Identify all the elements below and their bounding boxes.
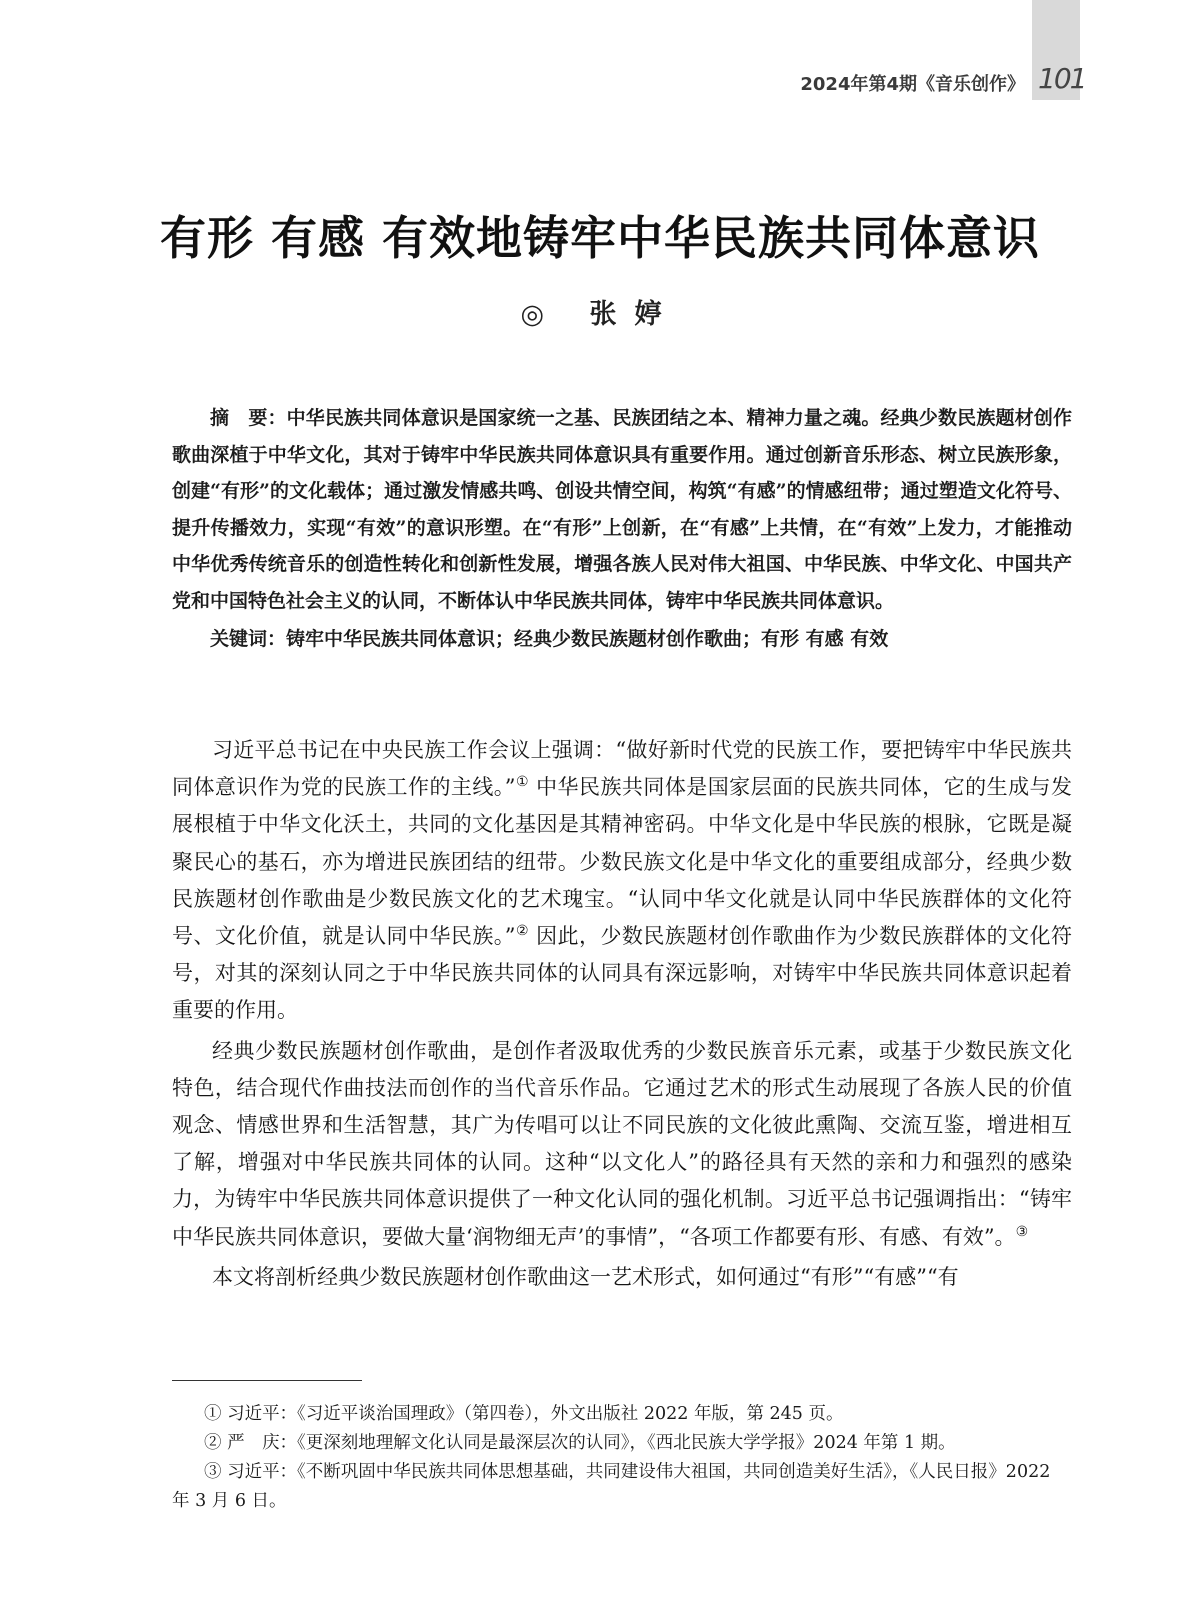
body-paragraph-3 — [172, 1259, 1072, 1296]
keywords-text: 铸牢中华民族共同体意识；经典少数民族题材创作歌曲；有形 有感 有效 — [286, 628, 889, 650]
footnote-ref-2: ② — [515, 923, 529, 940]
body-text: 本文将剖析经典少数民族题材创作歌曲这一艺术形式，如何通过“有形”“有感”“有 — [212, 1264, 959, 1289]
footnote-ref-3: ③ — [1015, 1223, 1029, 1240]
keywords-line — [172, 621, 1072, 658]
abstract-paragraph — [172, 400, 1072, 619]
abstract-block — [172, 400, 1072, 658]
body-text: 中华民族共同体是国家层面的民族共同体，它的生成与发展根植于中华文化沃土，共同的文化基因是其精神密码。中华文化是中华民族的根脉，它既是凝聚民心的基石，亦为增进民族团结的纽带。少数民族文化是中华文化的重要组成部分，经典少数民族题材创作歌曲是少数民族文化的艺术瑰宝。“认同中华文化就是认同中华民族群体的文化符号、文化价值，就是认同中华民族。” — [172, 775, 1072, 949]
article-title: 有形 有感 有效地铸牢中华民族共同体意识 — [159, 211, 1041, 265]
body-paragraph-2 — [172, 1033, 1072, 1256]
footnote-3: ③ 习近平：《不断巩固中华民族共同体思想基础，共同建设伟大祖国，共同创造美好生活》，《人民日报》2022 年 3 月 6 日。 — [172, 1462, 1051, 1511]
page-number: 101 — [1038, 62, 1086, 95]
abstract-text: 中华民族共同体意识是国家统一之基、民族团结之本、精神力量之魂。经典少数民族题材创作歌曲深植于中华文化，其对于铸牢中华民族共同体意识具有重要作用。通过创新音乐形态、树立民族形象，创建“有形”的文化载体；通过激发情感共鸣、创设共情空间，构筑“有感”的情感纽带；通过塑造文化符号、提升传播效力，实现“有效”的意识形塑。在“有形”上创新，在“有感”上共情，在“有效”上发力，才能推动中华优秀传统音乐的创造性转化和创新性发展，增强各族人民对伟大祖国、中华民族、中华文化、中国共产党和中国特色社会主义的认同，不断体认中华民族共同体，铸牢中华民族共同体意识。 — [172, 407, 1072, 612]
body-text: 习近平总书记在中央民族工作会议上强调：“做好新时代党的民族工作，要把铸牢中华民族共同体意识作为党的民族工作的主线。” — [172, 738, 1072, 800]
keywords-label: 关键词： — [210, 628, 287, 650]
footnote-ref-1: ① — [515, 774, 529, 791]
footnotes — [172, 1400, 1072, 1516]
body-paragraph-1 — [172, 732, 1072, 1030]
footnote-2: ② 严 庆：《更深刻地理解文化认同是最深层次的认同》，《西北民族大学学报》2024 年第 1 期。 — [204, 1433, 956, 1453]
body-text: 经典少数民族题材创作歌曲，是创作者汲取优秀的少数民族音乐元素，或基于少数民族文化特色，结合现代作曲技法而创作的当代音乐作品。它通过艺术的形式生动展现了各族人民的价值观念、情感世界和生活智慧，其广为传唱可以让不同民族的文化彼此熏陶、交流互鉴，增进相互了解，增强对中华民族共同体的认同。这种“以文化人”的路径具有天然的亲和力和强烈的感染力，为铸牢中华民族共同体意识提供了一种文化认同的强化机制。习近平总书记强调指出：“铸牢中华民族共同体意识，要做大量‘润物细无声’的事情”，“各项工作都要有形、有感、有效”。 — [172, 1038, 1072, 1249]
footnote-1: ① 习近平：《习近平谈治国理政》（第四卷），外文出版社 2022 年版，第 245 页。 — [204, 1404, 844, 1424]
article-body — [172, 732, 1072, 1299]
author-name: ◎ 张婷 — [520, 299, 680, 330]
abstract-label: 摘 要： — [210, 407, 287, 429]
journal-issue-header: 2024年第4期《音乐创作》 — [800, 74, 1025, 95]
body-text: 因此，少数民族题材创作歌曲作为少数民族群体的文化符号，对其的深刻认同之于中华民族共同体的认同具有深远影响，对铸牢中华民族共同体意识起着重要的作用。 — [172, 924, 1072, 1023]
footnote-separator — [172, 1380, 362, 1381]
